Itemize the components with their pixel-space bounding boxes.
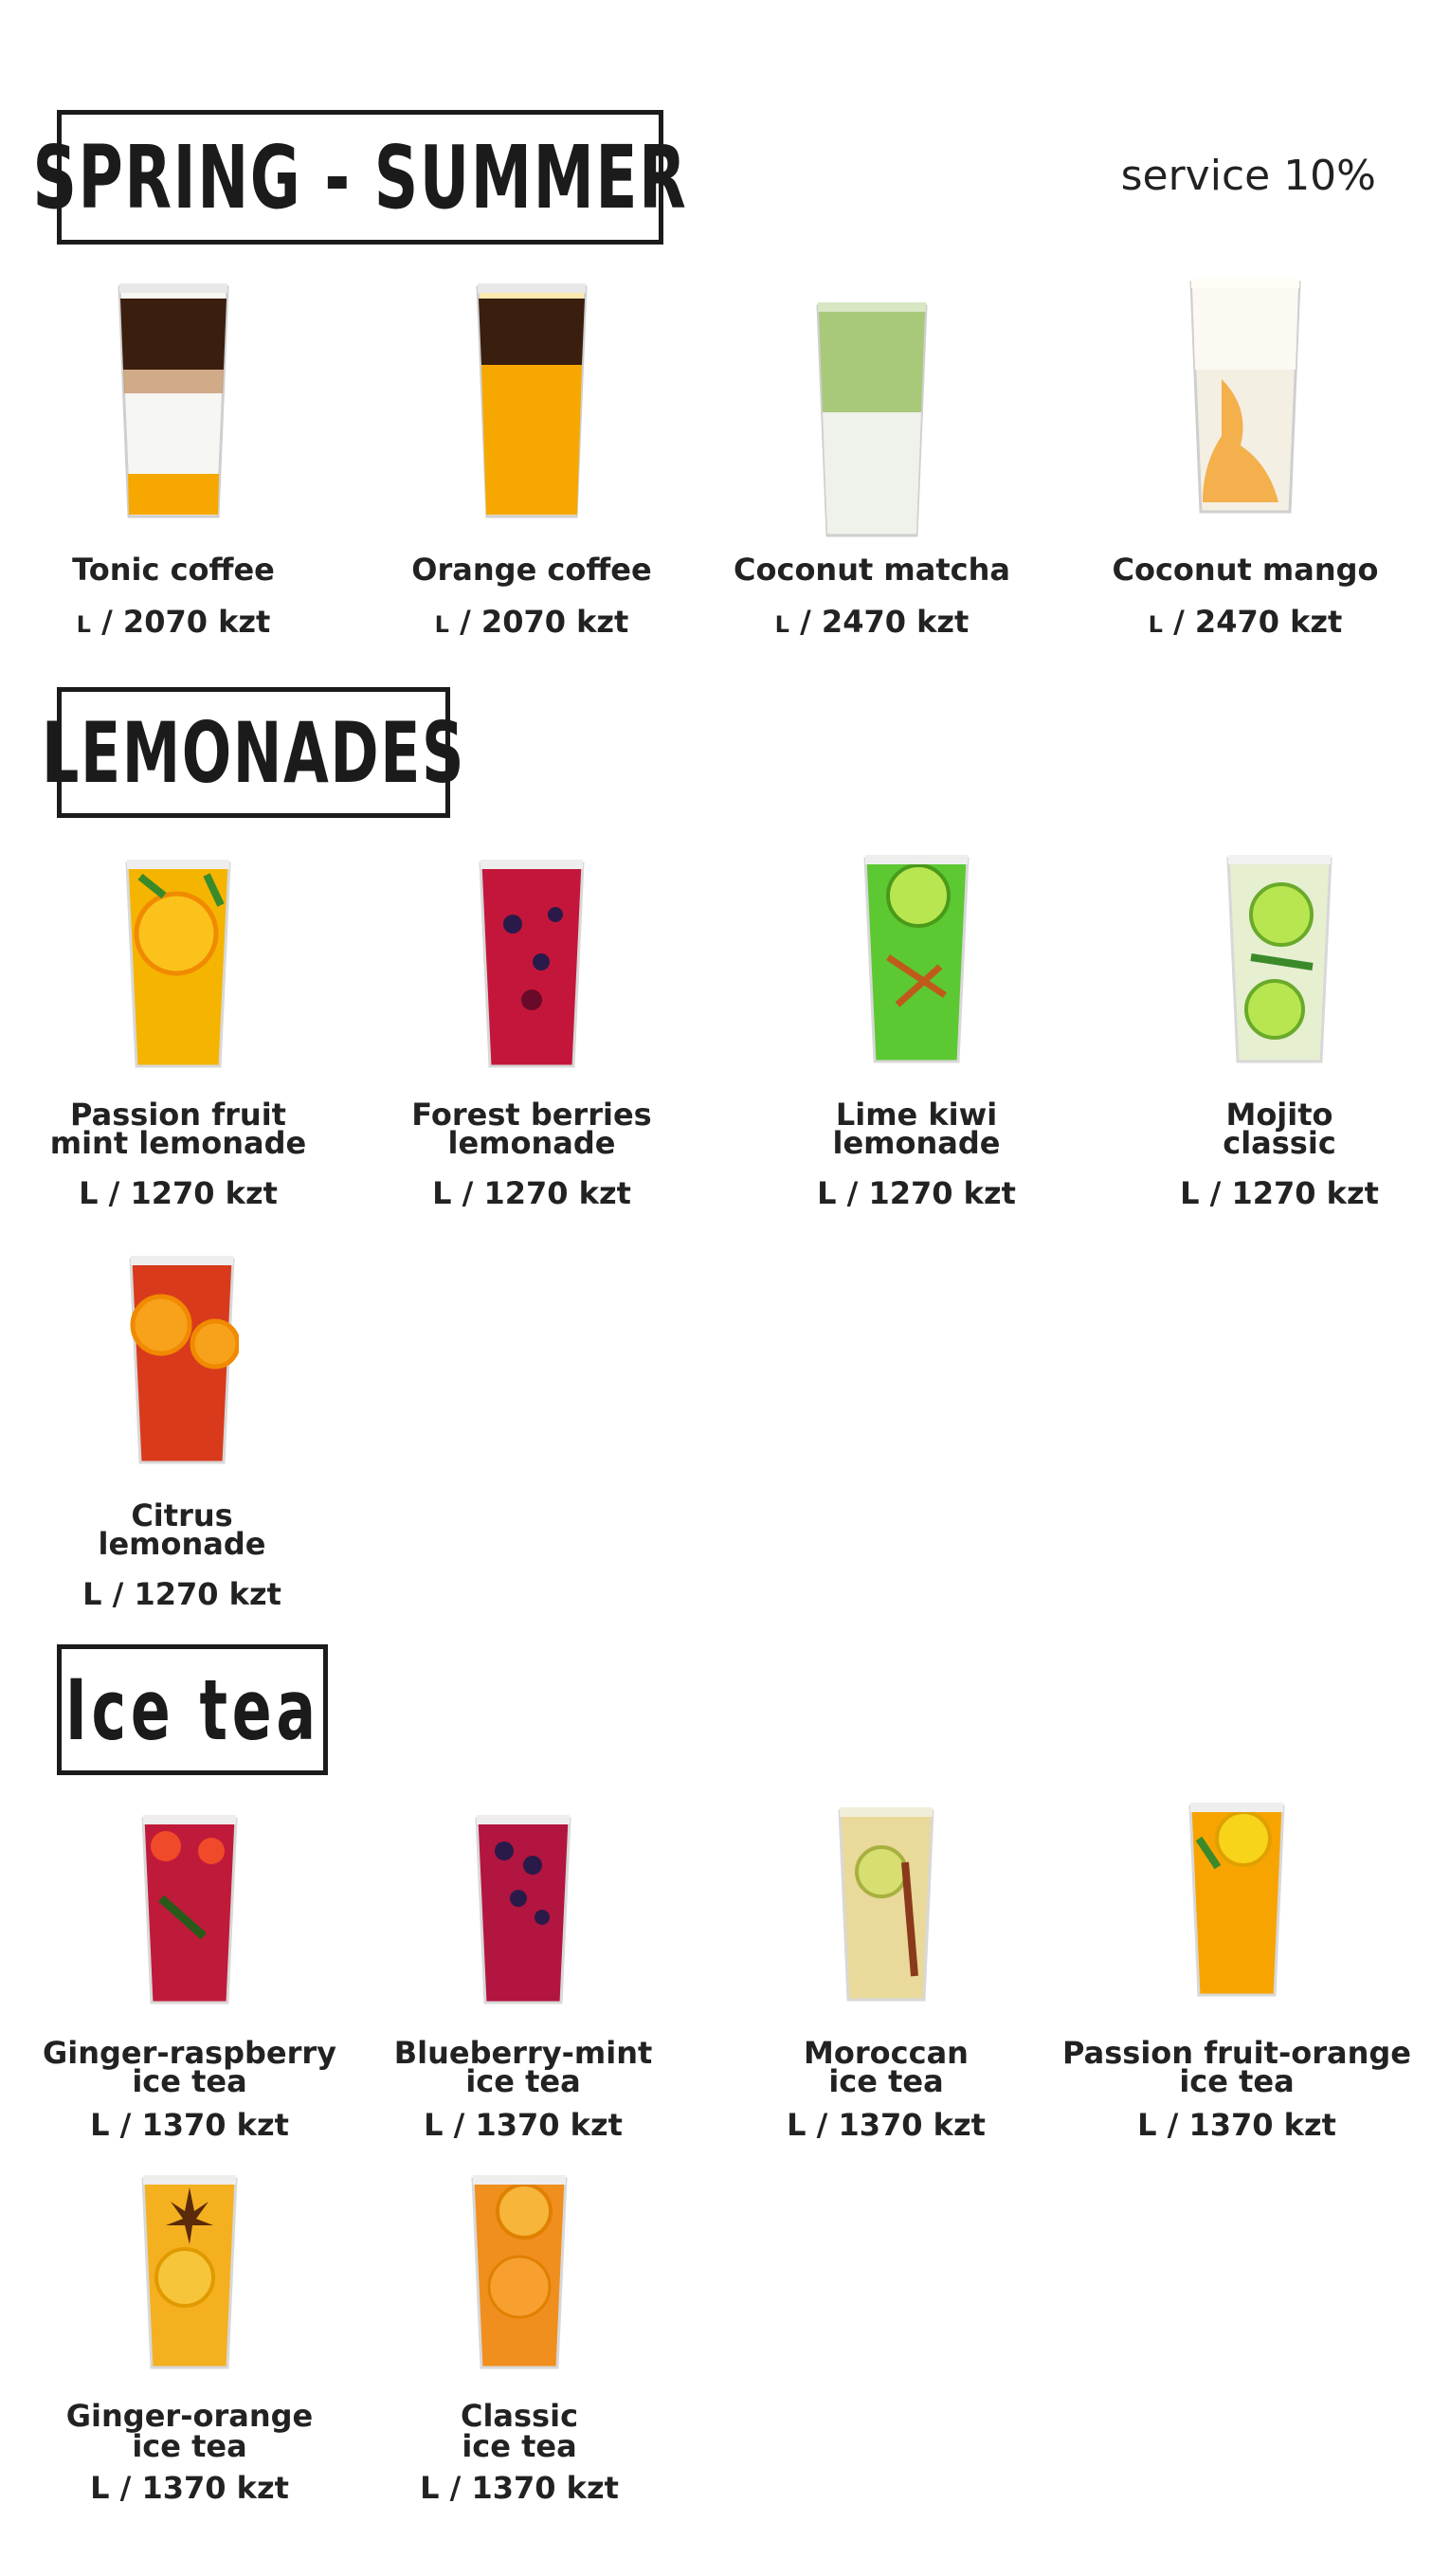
menu-item-forest-berries-lemonade — [352, 848, 712, 1227]
item-price-value: 1370 kzt — [471, 2470, 619, 2506]
menu-item-passion-fruit-lemonade — [0, 848, 358, 1227]
item-size: L — [90, 2107, 110, 2143]
drink-photo-passion-fruit — [121, 858, 235, 1076]
item-size: L — [82, 1576, 102, 1612]
item-name-line-1: Forest berries — [411, 1097, 652, 1133]
item-size: L — [817, 1175, 837, 1211]
item-price: L / 2470 kzt — [774, 604, 970, 640]
item-name-line-2: lemonade — [447, 1125, 616, 1161]
item-price-value: 1370 kzt — [141, 2107, 289, 2143]
item-size: L — [420, 2470, 440, 2506]
menu-item-moroccan-ice-tea — [706, 1805, 1066, 2185]
item-name-line-2: ice tea — [1179, 2063, 1295, 2099]
item-size: L — [76, 611, 91, 638]
item-name-line-2: lemonade — [98, 1526, 266, 1562]
item-price: L / 1270 kzt — [79, 1175, 278, 1211]
item-size: L — [432, 1175, 452, 1211]
item-name-line-2: ice tea — [132, 2428, 247, 2464]
item-name-line-1: Passion fruit — [70, 1097, 286, 1133]
item-price-value: 1270 kzt — [1231, 1175, 1379, 1211]
item-size: L — [424, 2107, 444, 2143]
drink-photo-orange-coffee — [470, 280, 593, 526]
menu-item-blueberry-mint-ice-tea — [343, 1805, 703, 2185]
menu-item-tonic-coffee — [0, 270, 353, 649]
menu-item-lime-kiwi-lemonade — [736, 848, 1097, 1227]
item-price: L / 1370 kzt — [90, 2470, 289, 2506]
menu-item-coconut-matcha — [692, 270, 1052, 649]
service-note: service 10% — [1120, 152, 1376, 200]
item-price: L / 1270 kzt — [817, 1175, 1016, 1211]
drink-photo-citrus — [125, 1254, 239, 1472]
section-title: SPRING - SUMMER — [32, 126, 688, 228]
item-price: L / 1270 kzt — [1180, 1175, 1379, 1211]
item-price: L / 1370 kzt — [1137, 2107, 1336, 2143]
item-price-value: 1270 kzt — [868, 1175, 1016, 1211]
drink-photo-mojito — [1223, 853, 1336, 1071]
item-price: L / 2070 kzt — [76, 604, 271, 640]
item-price-value: 1270 kzt — [130, 1175, 278, 1211]
drink-photo-coconut-matcha — [810, 299, 933, 545]
item-name: Tonic coffee — [72, 552, 275, 588]
item-price: L / 1370 kzt — [787, 2107, 986, 2143]
section-title: Ice tea — [64, 1660, 320, 1759]
item-name: Orange coffee — [411, 552, 652, 588]
item-name-line-1: Citrus — [131, 1497, 233, 1533]
item-size: L — [79, 1175, 99, 1211]
item-price-value: 1370 kzt — [475, 2107, 623, 2143]
item-name: Coconut mango — [1112, 552, 1379, 588]
item-price-value: 1370 kzt — [838, 2107, 986, 2143]
item-price-value: 1370 kzt — [1188, 2107, 1336, 2143]
item-price-value: 2470 kzt — [821, 604, 970, 640]
drink-photo-passion-fruit-orange — [1185, 1801, 1289, 2005]
item-size: L — [787, 2107, 807, 2143]
item-name: Coconut matcha — [734, 552, 1010, 588]
item-price-value: 2470 kzt — [1194, 604, 1343, 640]
item-name-line-1: Lime kiwi — [835, 1097, 998, 1133]
item-name-line-2: ice tea — [132, 2063, 247, 2099]
item-name-line-2: classic — [1223, 1125, 1336, 1161]
item-price: L / 1270 kzt — [82, 1576, 281, 1612]
item-price: L / 1370 kzt — [420, 2470, 619, 2506]
menu-item-passion-fruit-orange-ice-tea — [1057, 1805, 1417, 2185]
item-price: L / 1370 kzt — [90, 2107, 289, 2143]
item-name-line-1: Blueberry-mint — [393, 2035, 653, 2071]
menu-item-citrus-lemonade — [2, 1249, 362, 1628]
item-price-value: 1270 kzt — [134, 1576, 281, 1612]
menu-item-coconut-mango — [1065, 270, 1425, 649]
item-size: L — [1180, 1175, 1200, 1211]
item-name-line-2: mint lemonade — [49, 1125, 307, 1161]
drink-photo-tonic-coffee — [112, 280, 235, 526]
drink-photo-forest-berries — [475, 858, 589, 1076]
menu-item-ginger-orange-ice-tea — [9, 2168, 370, 2548]
section-ice-tea-title-box — [57, 1644, 328, 1775]
drink-photo-ginger-raspberry — [137, 1813, 242, 2012]
item-name-line-1: Classic — [460, 2398, 579, 2434]
item-price-value: 1270 kzt — [483, 1175, 631, 1211]
drink-photo-ginger-orange — [137, 2173, 242, 2377]
item-price: L / 1370 kzt — [424, 2107, 623, 2143]
item-name-line-2: lemonade — [832, 1125, 1001, 1161]
drink-photo-lime-kiwi — [860, 853, 973, 1071]
item-size: L — [434, 611, 449, 638]
item-name-line-2: ice tea — [465, 2063, 581, 2099]
menu-item-ginger-raspberry-ice-tea — [9, 1805, 370, 2185]
drink-photo-blueberry-mint — [471, 1813, 575, 2012]
item-size: L — [1148, 611, 1163, 638]
item-name-line-1: Passion fruit-orange — [1062, 2035, 1411, 2071]
item-price-value: 2070 kzt — [122, 604, 271, 640]
drink-photo-moroccan — [834, 1805, 938, 2009]
section-lemonades-title-box — [42, 687, 465, 818]
drink-photo-coconut-mango — [1184, 275, 1307, 521]
menu-item-mojito-classic — [1099, 848, 1450, 1227]
item-name-line-1: Ginger-orange — [65, 2398, 314, 2434]
drink-photo-classic — [467, 2173, 571, 2377]
item-name-line-1: Ginger-raspberry — [42, 2035, 337, 2071]
menu-item-orange-coffee — [352, 270, 712, 649]
item-name-line-1: Mojito — [1225, 1097, 1333, 1133]
item-name-line-2: ice tea — [828, 2063, 944, 2099]
item-price-value: 1370 kzt — [141, 2470, 289, 2506]
menu-item-classic-ice-tea — [339, 2168, 699, 2548]
item-price: L / 2470 kzt — [1148, 604, 1343, 640]
item-size: L — [90, 2470, 110, 2506]
item-size: L — [1137, 2107, 1157, 2143]
item-price: L / 1270 kzt — [432, 1175, 631, 1211]
item-price-value: 2070 kzt — [480, 604, 629, 640]
item-price: L / 2070 kzt — [434, 604, 629, 640]
item-name-line-1: Moroccan — [804, 2035, 969, 2071]
item-size: L — [774, 611, 789, 638]
item-name-line-2: ice tea — [462, 2428, 577, 2464]
section-spring-summer-title-box — [32, 110, 688, 245]
section-title: LEMONADES — [42, 703, 465, 802]
